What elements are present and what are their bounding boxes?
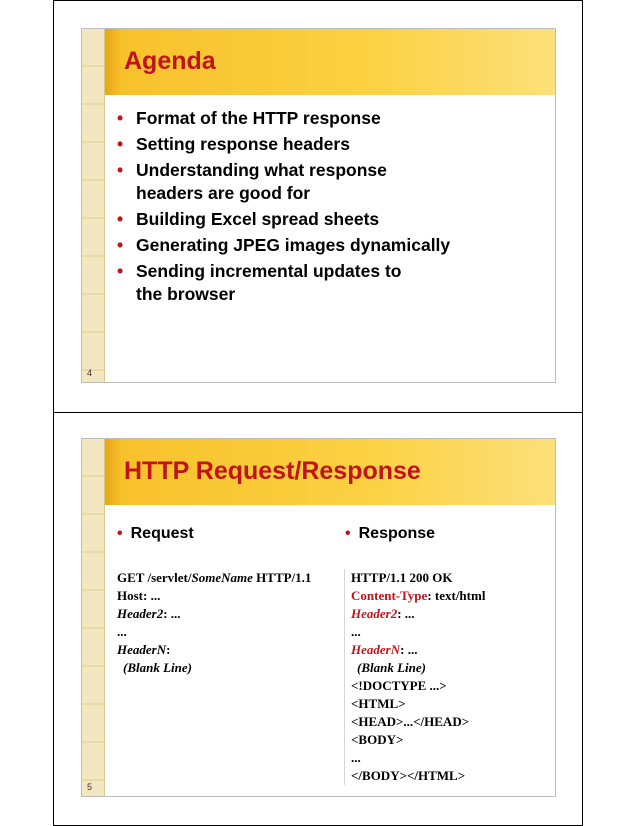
response-line: <BODY> [351, 732, 404, 747]
response-line: (Blank Line) [357, 660, 426, 675]
bullet-icon: • [117, 108, 124, 128]
request-line: GET /servlet/SomeName HTTP/1.1 [117, 570, 312, 585]
list-item: • Sending incremental updates to the browser [117, 261, 402, 304]
list-item: • Building Excel spread sheets [117, 209, 380, 229]
response-line: ... [351, 624, 361, 639]
response-line: </BODY></HTML> [351, 768, 466, 783]
request-line: Host: ... [117, 588, 161, 603]
bullet-icon: • [117, 525, 123, 542]
slide-http [81, 438, 556, 797]
request-line: Header2: ... [117, 606, 181, 621]
top-divider [53, 0, 583, 1]
slide-side-strip [82, 29, 105, 382]
bullet-icon: • [345, 525, 351, 542]
response-line: Header2: ... [351, 606, 415, 621]
request-line: ... [117, 624, 127, 639]
bullet-icon: • [117, 134, 124, 154]
response-line: HTTP/1.1 200 OK [351, 570, 453, 585]
slide-agenda [81, 28, 556, 383]
response-line: <!DOCTYPE ...> [351, 678, 447, 693]
bullet-icon: • [117, 235, 124, 255]
middle-divider [53, 412, 583, 413]
request-heading: • Request [117, 525, 194, 542]
response-line: HeaderN: ... [351, 642, 418, 657]
request-line: HeaderN: [117, 642, 171, 657]
list-item: • Generating JPEG images dynamically [117, 235, 451, 255]
slide-number: 4 [87, 368, 93, 378]
response-line: ... [351, 750, 361, 765]
list-item: • Understanding what response headers are good for [117, 160, 387, 203]
response-line: Content-Type: text/html [351, 588, 486, 603]
request-line: (Blank Line) [123, 660, 192, 675]
slide-side-strip [82, 439, 105, 796]
slide-number: 5 [87, 782, 93, 792]
bullet-icon: • [117, 261, 124, 281]
response-line: <HEAD>...</HEAD> [351, 714, 470, 729]
list-item: • Format of the HTTP response [117, 108, 381, 128]
slide-title: Agenda [124, 47, 216, 75]
slide-title: HTTP Request/Response [124, 457, 421, 485]
request-block [117, 569, 332, 677]
list-item: • Setting response headers [117, 134, 350, 154]
agenda-list [115, 107, 545, 309]
response-heading: • Response [345, 525, 436, 542]
bullet-icon: • [117, 209, 124, 229]
response-block [344, 569, 555, 785]
response-line: <HTML> [351, 696, 406, 711]
bullet-icon: • [117, 160, 124, 180]
